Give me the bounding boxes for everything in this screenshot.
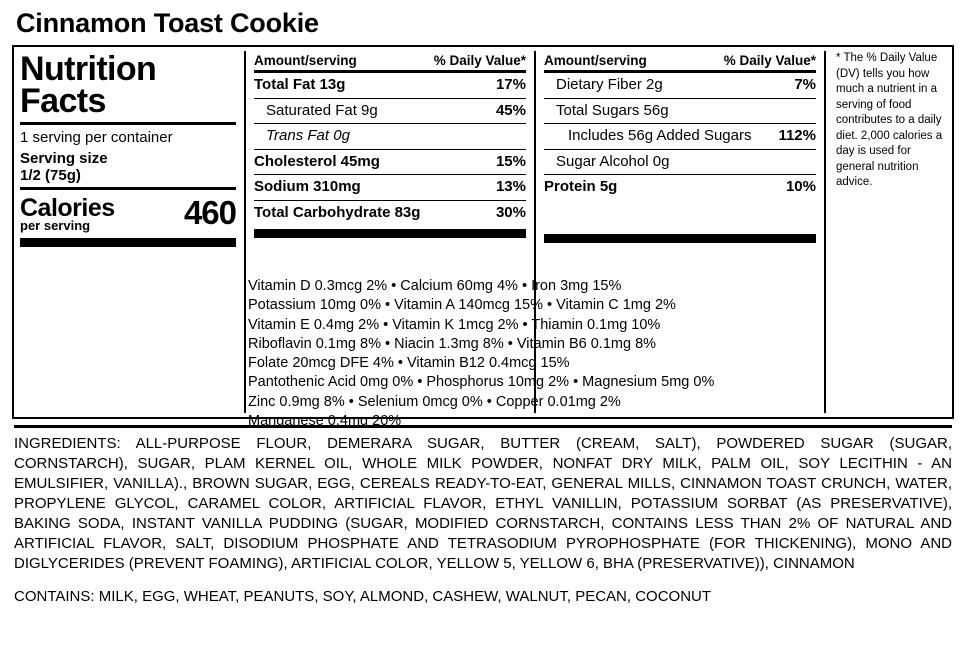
nutrient-column-1-header [254,51,526,70]
nutrient-row [544,73,816,98]
micronutrient-line: Folate 20mcg DFE 4% • Vitamin B12 0.4mcg 15% [248,355,570,372]
nutrition-summary-column [20,51,244,413]
nutrient-name: Sugar Alcohol 0g [556,152,670,170]
nutrient-row [544,175,816,200]
nutrient-row [254,201,526,226]
amount-per-serving-header: Amount/serving [254,53,357,69]
serving-size-value: 1/2 (75g) [20,166,81,184]
calories-value: 460 [183,193,236,231]
calories-label: Calories [20,193,115,222]
micronutrient-line: Riboflavin 0.1mg 8% • Niacin 1.3mg 8% • Vitamin B6 0.1mg 8% [248,335,657,352]
micronutrient-line: Vitamin E 0.4mg 2% • Vitamin K 1mcg 2% • Thiamin 0.1mg 10% [248,316,661,333]
servings-per-container: 1 serving per container [20,128,173,146]
daily-value-header: % Daily Value* [433,53,526,69]
nutrient-row [254,150,526,175]
nutrient-name: Total Carbohydrate 83g [254,203,421,221]
micronutrient-line: Manganese 0.4mg 20% [248,412,402,429]
micronutrient-list [248,277,830,431]
micronutrient-line: Zinc 0.9mg 8% • Selenium 0mcg 0% • Copper 0.01mg 2% [248,393,621,410]
amount-per-serving-header: Amount/serving [544,53,647,69]
nutrient-name: Dietary Fiber 2g [556,76,663,94]
nutrient-dv: 17% [495,76,526,94]
serving-size-label: Serving size [20,149,108,167]
nutrient-name: Includes 56g Added Sugars [568,127,752,145]
nutrient-dv: 45% [495,101,526,119]
micronutrient-line: Pantothenic Acid 0mg 0% • Phosphorus 10mg 2% • Magnesium 5mg 0% [248,374,715,391]
nutrient-dv: 112% [778,127,816,145]
nutrient-name: Saturated Fat 9g [266,101,378,119]
nutrient-row [254,124,526,149]
page-title: Cinnamon Toast Cookie [16,8,319,38]
nutrient-dv: 30% [495,203,526,221]
nutrient-row [254,175,526,200]
nutrient-rows-1 [254,73,526,238]
nutrition-facts-title-line1: Nutrition [20,50,157,89]
nutrition-facts-title-line2: Facts [20,82,106,121]
nutrient-row [544,99,816,124]
micronutrient-line: Vitamin D 0.3mcg 2% • Calcium 60mg 4% • Iron 3mg 15% [248,278,622,294]
nutrient-dv: 15% [495,152,526,170]
nutrient-name: Trans Fat 0g [266,127,350,145]
allergen-statement: CONTAINS: MILK, EGG, WHEAT, PEANUTS, SOY, ALMOND, CASHEW, WALNUT, PECAN, COCONUT [14,587,712,605]
micronutrient-line: Potassium 10mg 0% • Vitamin A 140mcg 15% • Vitamin C 1mg 2% [248,297,676,314]
nutrient-dv: 7% [794,76,816,94]
nutrient-row [254,99,526,124]
nutrient-dv: 10% [785,178,816,196]
nutrient-name: Sodium 310mg [254,178,361,196]
calories-row [20,190,236,232]
nutrient-name: Cholesterol 45mg [254,152,380,170]
daily-value-footnote: * The % Daily Value (DV) tells you how much a nutrient in a serving of food contributes to a daily diet. 2,000 calories a day is used for general nutrition advice. [824,51,946,413]
nutrient-rows-2 [544,73,816,243]
nutrient-name: Protein 5g [544,178,618,196]
ingredients-text: INGREDIENTS: ALL-PURPOSE FLOUR, DEMERARA SUGAR, BUTTER (CREAM, SALT), POWDERED SUGAR (SUGAR, CORNSTARCH), SUGAR, PLAM KERNEL OIL, WHOLE MILK POWDER, NONFAT DRY MILK, PALM OIL, SOY LECITHIN - AN EMULSIFIER, VANILLA)., BROWN SUGAR, EGG, CEREALS READY-TO-EAT, GENERAL MILLS, CINNAMON TOAST CRUNCH, WATER, PROPYLENE GLYCOL, CARAMEL COLOR, ARTIFICIAL FLAVOR, ETHYL VANILLIN, POTASSIUM SORBAT (AS PRESERVATIVE), BAKING SODA, INSTANT VANILLA PUDDING (SUGAR, MODIFIED CORNSTARCH, CONTAINS LESS THAN 2% OF NATURAL AND ARTIFICIAL FLAVOR, SALT, DISODIUM PHOSPHATE AND TETRASODIUM PYROPHOSPHATE (FOR THICKENING), MONO AND DIGLYCERIDES (PREVENT FOAMING), ARTIFICIAL COLOR, YELLOW 5, YELLOW 6, BHA (PRESERVATIVE)), CINNAMON [14,425,952,574]
nutrition-facts-title [20,50,236,121]
nutrient-name: Total Sugars 56g [556,101,669,119]
nutrient-row [544,150,816,175]
nutrient-row [254,73,526,98]
calories-sublabel: per serving [20,217,91,233]
nutrient-dv: 13% [495,178,526,196]
daily-value-header: % Daily Value* [723,53,816,69]
nutrient-row [544,124,816,149]
nutrient-column-2-header [544,51,816,70]
nutrient-name: Total Fat 13g [254,76,346,94]
